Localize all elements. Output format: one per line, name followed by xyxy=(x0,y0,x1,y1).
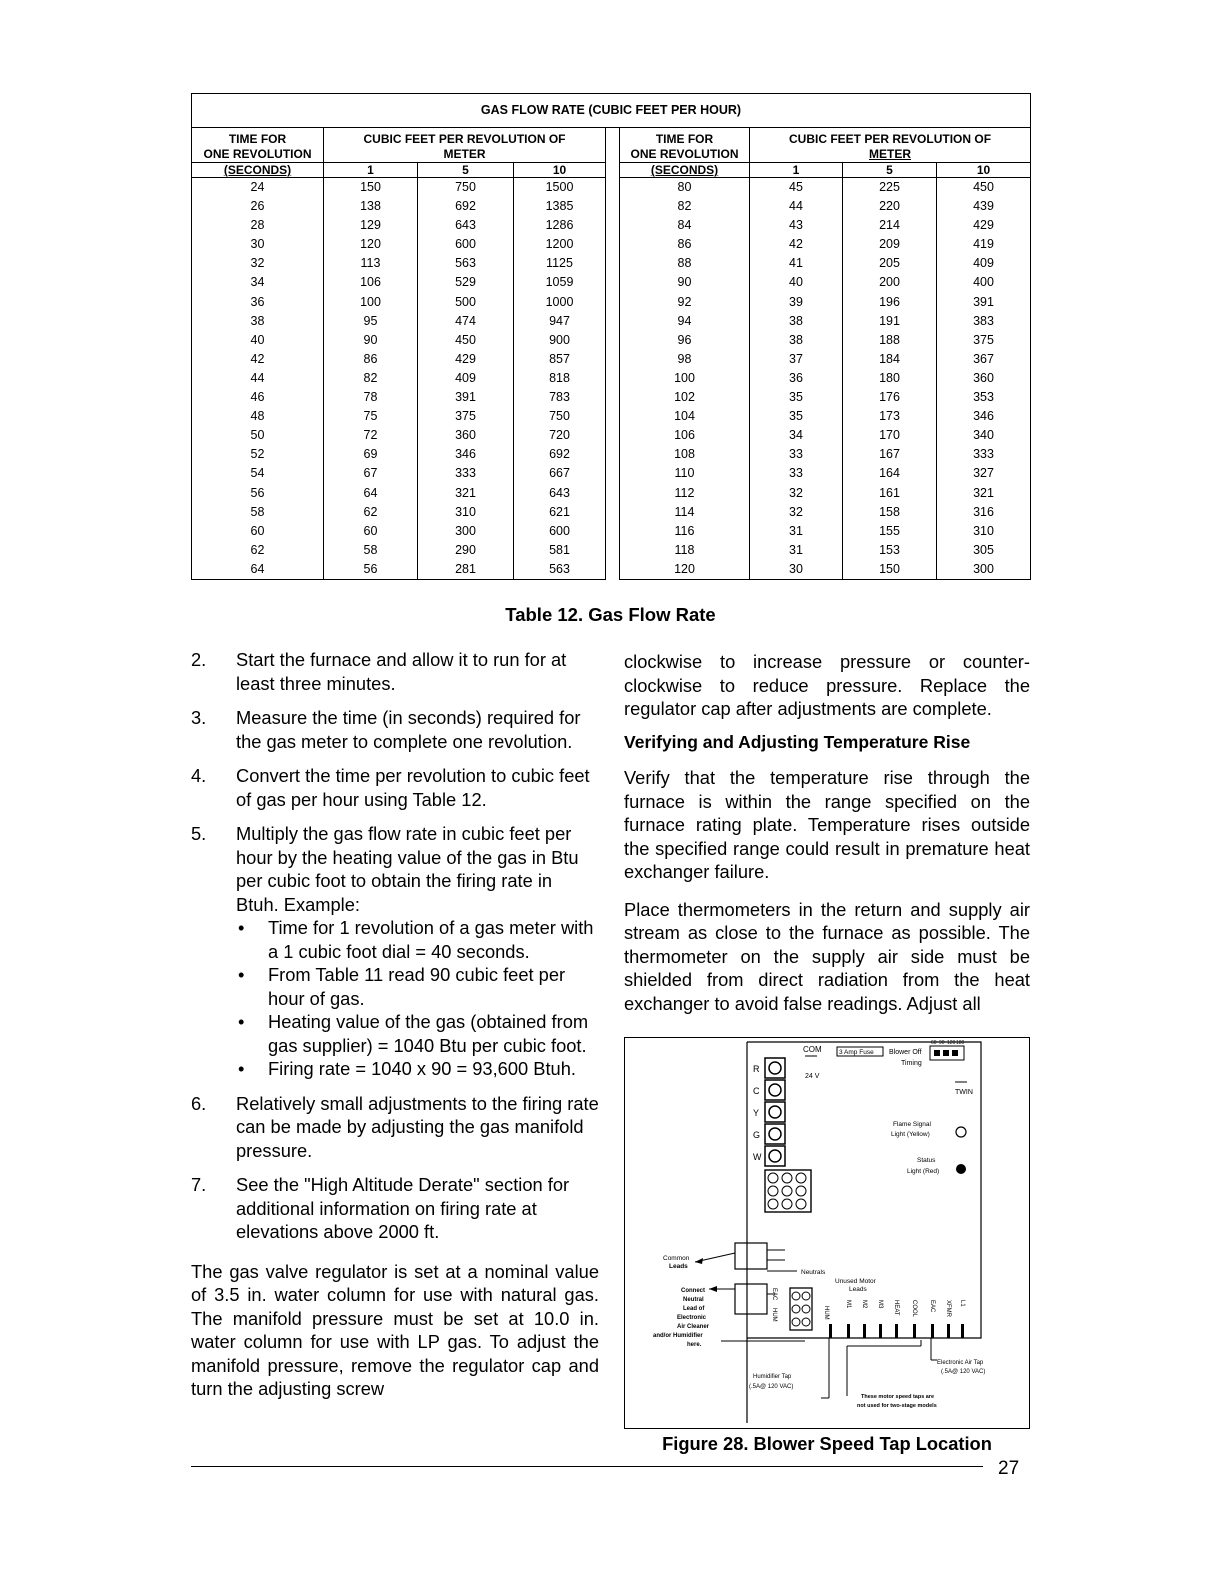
table-cell: 129 xyxy=(324,216,418,235)
svg-text:(.5A@ 120 VAC): (.5A@ 120 VAC) xyxy=(941,1369,986,1375)
table-cell: 50 xyxy=(192,426,324,445)
table-cell: 173 xyxy=(843,407,937,426)
table-cell: 563 xyxy=(514,560,606,580)
control-board-diagram xyxy=(625,1038,1028,1427)
table-cell: 450 xyxy=(418,331,514,350)
table-cell: 44 xyxy=(192,369,324,388)
table-cell: 95 xyxy=(324,312,418,331)
table-cell: 24 xyxy=(192,178,324,198)
table-cell: 42 xyxy=(192,350,324,369)
svg-text:Electronic: Electronic xyxy=(677,1315,707,1321)
table-cell: 1059 xyxy=(514,273,606,292)
svg-text:These motor speed taps are: These motor speed taps are xyxy=(861,1394,935,1400)
svg-text:180: 180 xyxy=(956,1040,965,1046)
table-cell: 54 xyxy=(192,464,324,483)
svg-text:Common: Common xyxy=(663,1255,690,1262)
speed-taps xyxy=(823,1300,965,1338)
table-cell: 214 xyxy=(843,216,937,235)
svg-text:M1: M1 xyxy=(845,1300,851,1309)
table-cell: 41 xyxy=(750,254,843,273)
table-cell: 419 xyxy=(937,235,1031,254)
table-cell: 158 xyxy=(843,503,937,522)
svg-text:HUM: HUM xyxy=(771,1308,777,1322)
table-cell: 88 xyxy=(620,254,750,273)
table-cell: 209 xyxy=(843,235,937,254)
table-cell: 96 xyxy=(620,331,750,350)
svg-text:(.5A@ 120 VAC): (.5A@ 120 VAC) xyxy=(749,1384,794,1390)
table-cell: 333 xyxy=(418,464,514,483)
table-cell: 205 xyxy=(843,254,937,273)
table-cell: 32 xyxy=(750,503,843,522)
table-cell: 450 xyxy=(937,178,1031,198)
table-cell: 31 xyxy=(750,522,843,541)
left-column xyxy=(191,648,599,1411)
svg-text:Light (Yellow): Light (Yellow) xyxy=(891,1131,930,1138)
table-cell: 112 xyxy=(620,484,750,503)
svg-text:Y: Y xyxy=(753,1108,760,1118)
table-cell: 44 xyxy=(750,197,843,216)
table-cell: 116 xyxy=(620,522,750,541)
table-cell: 120 xyxy=(324,235,418,254)
table-cell: 1385 xyxy=(514,197,606,216)
table-cell: 58 xyxy=(192,503,324,522)
table-cell: 39 xyxy=(750,293,843,312)
step-item: 7. See the "High Altitude Derate" section for additional information on firing rate at elevations above 2000 ft. xyxy=(191,1174,570,1242)
table-cell: 42 xyxy=(750,235,843,254)
table-cell: 360 xyxy=(418,426,514,445)
svg-text:Blower Off: Blower Off xyxy=(889,1049,922,1056)
table-cell: 90 xyxy=(324,331,418,350)
svg-text:XFMR: XFMR xyxy=(945,1300,951,1317)
time-header-right: TIME FOR ONE REVOLUTION xyxy=(620,128,750,163)
table-cell: 305 xyxy=(937,541,1031,560)
table-cell: 72 xyxy=(324,426,418,445)
connect-label xyxy=(653,1288,710,1348)
svg-text:here.: here. xyxy=(687,1342,702,1348)
gas-valve-paragraph: The gas valve regulator is set at a nominal value of 3.5 in. water column for use with natural gas. The manifold pressure must be set at 10.0 in. water column for use with LP gas. To adjust the manifold pressure, remove the regulator cap and turn the adjusting screw xyxy=(191,1260,599,1399)
table-cell: 180 xyxy=(843,369,937,388)
table-cell: 30 xyxy=(192,235,324,254)
table-cell: 581 xyxy=(514,541,606,560)
table-cell: 35 xyxy=(750,407,843,426)
table-cell: 56 xyxy=(192,484,324,503)
table-cell: 84 xyxy=(620,216,750,235)
table-cell: 327 xyxy=(937,464,1031,483)
table-cell: 692 xyxy=(514,445,606,464)
svg-text:L1: L1 xyxy=(959,1300,965,1307)
table-cell: 1200 xyxy=(514,235,606,254)
table-cell: 391 xyxy=(937,293,1031,312)
table-cell: 947 xyxy=(514,312,606,331)
svg-text:Electronic Air Tap: Electronic Air Tap xyxy=(937,1360,984,1366)
table-cell: 300 xyxy=(418,522,514,541)
table-cell: 37 xyxy=(750,350,843,369)
blower-off-dial xyxy=(931,1040,965,1046)
table-cell: 62 xyxy=(192,541,324,560)
svg-text:24 V: 24 V xyxy=(805,1073,820,1080)
table-cell: 429 xyxy=(937,216,1031,235)
svg-text:COM: COM xyxy=(803,1045,822,1054)
table-cell: 35 xyxy=(750,388,843,407)
table-cell: 321 xyxy=(418,484,514,503)
table-cell: 138 xyxy=(324,197,418,216)
table-cell: 98 xyxy=(620,350,750,369)
table-cell: 360 xyxy=(937,369,1031,388)
table-cell: 375 xyxy=(418,407,514,426)
table-cell: 52 xyxy=(192,445,324,464)
svg-text:EAC: EAC xyxy=(771,1288,777,1301)
table-cell: 167 xyxy=(843,445,937,464)
table-cell: 400 xyxy=(937,273,1031,292)
svg-text:and/or Humidifier: and/or Humidifier xyxy=(653,1333,703,1339)
continuation-paragraph: clockwise to increase pressure or counter-clockwise to reduce pressure. Replace the regulator cap after adjustments are complete. xyxy=(624,651,1030,719)
table-cell: 600 xyxy=(514,522,606,541)
col-1-header: 1 xyxy=(750,163,843,178)
table-cell: 692 xyxy=(418,197,514,216)
table-cell: 80 xyxy=(620,178,750,198)
table-cell: 100 xyxy=(620,369,750,388)
table-cell: 31 xyxy=(750,541,843,560)
table-cell: 643 xyxy=(514,484,606,503)
table-cell: 150 xyxy=(324,178,418,198)
svg-text:C: C xyxy=(753,1086,760,1096)
table-cell: 67 xyxy=(324,464,418,483)
table-cell: 353 xyxy=(937,388,1031,407)
table-cell: 1500 xyxy=(514,178,606,198)
svg-text:M2: M2 xyxy=(861,1300,867,1309)
step-item: 4. Convert the time per revolution to cubic feet of gas per hour using Table 12. xyxy=(191,765,590,810)
table-cell: 150 xyxy=(843,560,937,580)
step-item: 3. Measure the time (in seconds) required for the gas meter to complete one revolution. xyxy=(191,707,581,752)
table-cell: 82 xyxy=(620,197,750,216)
table-cell: 33 xyxy=(750,464,843,483)
table-cell: 48 xyxy=(192,407,324,426)
table-cell: 225 xyxy=(843,178,937,198)
table-cell: 106 xyxy=(620,426,750,445)
svg-text:COOL: COOL xyxy=(911,1300,917,1318)
table-cell: 155 xyxy=(843,522,937,541)
svg-text:not used for two-stage models: not used for two-stage models xyxy=(857,1403,937,1409)
table-cell: 310 xyxy=(418,503,514,522)
svg-text:Air Cleaner: Air Cleaner xyxy=(677,1324,710,1330)
svg-text:Neutrals: Neutrals xyxy=(801,1269,826,1276)
table-cell: 170 xyxy=(843,426,937,445)
code-block xyxy=(765,1170,811,1212)
table-cell: 340 xyxy=(937,426,1031,445)
svg-text:Flame Signal: Flame Signal xyxy=(893,1121,931,1128)
svg-text:120: 120 xyxy=(947,1040,956,1046)
cf-header-left: CUBIC FEET PER REVOLUTION OF METER xyxy=(324,128,606,163)
svg-text:HUM: HUM xyxy=(823,1306,829,1320)
table-cell: 643 xyxy=(418,216,514,235)
table-cell: 43 xyxy=(750,216,843,235)
col-10-header: 10 xyxy=(514,163,606,178)
col-5-header: 5 xyxy=(418,163,514,178)
table-cell: 1286 xyxy=(514,216,606,235)
svg-text:Timing: Timing xyxy=(901,1060,922,1067)
table-caption: Table 12. Gas Flow Rate xyxy=(505,604,716,625)
table-cell: 191 xyxy=(843,312,937,331)
table-cell: 164 xyxy=(843,464,937,483)
table-cell: 321 xyxy=(937,484,1031,503)
step-item: 5. Multiply the gas flow rate in cubic feet per hour by the heating value of the gas in Btu per cubic foot to obtain the firing rate in Btuh. Example: • Time for 1 revolution of a gas meter with a 1 cubic foot dial = 40 seconds. • From Table 11 read 90 cubic feet per hour of gas. • Heating value of the gas (obtained from gas supplier) = 1040 Btu per cubic foot. • Firing rate = 1040 x 90 = 93,600 Btuh. xyxy=(191,822,599,1081)
table-cell: 26 xyxy=(192,197,324,216)
table-cell: 220 xyxy=(843,197,937,216)
table-cell: 30 xyxy=(750,560,843,580)
svg-text:Humidifier Tap: Humidifier Tap xyxy=(753,1374,792,1380)
table-cell: 102 xyxy=(620,388,750,407)
table-cell: 346 xyxy=(937,407,1031,426)
table-cell: 346 xyxy=(418,445,514,464)
time-header-left: TIME FOR ONE REVOLUTION xyxy=(192,128,324,163)
table-cell: 40 xyxy=(192,331,324,350)
table-cell: 60 xyxy=(324,522,418,541)
table-cell: 86 xyxy=(620,235,750,254)
table-cell: 32 xyxy=(192,254,324,273)
table-cell: 75 xyxy=(324,407,418,426)
table-cell: 857 xyxy=(514,350,606,369)
table-cell: 113 xyxy=(324,254,418,273)
table-cell: 120 xyxy=(620,560,750,580)
right-column xyxy=(624,650,1030,1025)
example-bullets: • Time for 1 revolution of a gas meter with a 1 cubic foot dial = 40 seconds. • From Table 11 read 90 cubic feet per hour of gas. • Heating value of the gas (obtained from gas supplier) = 1040 Btu per cubic foot. • Firing rate = 1040 x 90 = 93,600 Btuh. xyxy=(238,917,594,1079)
section-heading: Verifying and Adjusting Temperature Rise xyxy=(624,731,971,752)
table-cell: 106 xyxy=(324,273,418,292)
table-cell: 38 xyxy=(750,331,843,350)
svg-text:Unused Motor: Unused Motor xyxy=(835,1278,876,1285)
blower-speed-figure xyxy=(624,1037,1030,1429)
table-cell: 69 xyxy=(324,445,418,464)
table-cell: 114 xyxy=(620,503,750,522)
col-10-header: 10 xyxy=(937,163,1031,178)
table-cell: 38 xyxy=(750,312,843,331)
table-cell: 563 xyxy=(418,254,514,273)
svg-text:EAC: EAC xyxy=(929,1300,935,1313)
table-cell: 36 xyxy=(750,369,843,388)
col-1-header: 1 xyxy=(324,163,418,178)
col-5-header: 5 xyxy=(843,163,937,178)
svg-text:60: 60 xyxy=(931,1040,937,1046)
table-cell: 118 xyxy=(620,541,750,560)
step-item: 2. Start the furnace and allow it to run for at least three minutes. xyxy=(191,649,567,694)
thermometer-paragraph: Place thermometers in the return and supply air stream as close to the furnace as possible. The thermometer on the supply air side must be shielded from direct radiation from the heat exchanger to avoid false readings. Adjust all xyxy=(624,898,1030,1014)
table-cell: 383 xyxy=(937,312,1031,331)
table-cell: 818 xyxy=(514,369,606,388)
table-cell: 281 xyxy=(418,560,514,580)
table-cell: 750 xyxy=(514,407,606,426)
table-cell: 32 xyxy=(750,484,843,503)
table-cell: 667 xyxy=(514,464,606,483)
page-number: 27 xyxy=(998,1458,1020,1479)
svg-text:W: W xyxy=(753,1152,762,1162)
table-cell: 188 xyxy=(843,331,937,350)
table-cell: 110 xyxy=(620,464,750,483)
table-cell: 36 xyxy=(192,293,324,312)
table-cell: 290 xyxy=(418,541,514,560)
table-cell: 108 xyxy=(620,445,750,464)
table-cell: 40 xyxy=(750,273,843,292)
table-cell: 82 xyxy=(324,369,418,388)
table-cell: 1125 xyxy=(514,254,606,273)
table-cell: 783 xyxy=(514,388,606,407)
seconds-header-right: (SECONDS) xyxy=(620,163,750,178)
table-cell: 391 xyxy=(418,388,514,407)
svg-text:HEAT: HEAT xyxy=(893,1300,899,1316)
table-cell: 161 xyxy=(843,484,937,503)
gas-flow-rate-table xyxy=(191,93,1031,580)
table-cell: 56 xyxy=(324,560,418,580)
temperature-rise-paragraph: Verify that the temperature rise through the furnace is within the range specified on the furnace rating plate. Temperature rises outside the specified range could result in premature heat exchanger failure. xyxy=(624,767,1030,882)
table-cell: 100 xyxy=(324,293,418,312)
svg-text:90: 90 xyxy=(939,1040,945,1046)
table-cell: 316 xyxy=(937,503,1031,522)
table-cell: 409 xyxy=(937,254,1031,273)
table-cell: 310 xyxy=(937,522,1031,541)
svg-text:3 Amp Fuse: 3 Amp Fuse xyxy=(839,1049,874,1056)
table-cell: 28 xyxy=(192,216,324,235)
table-cell: 92 xyxy=(620,293,750,312)
status-light-icon xyxy=(956,1164,966,1174)
table-divider xyxy=(606,128,620,580)
table-cell: 500 xyxy=(418,293,514,312)
svg-text:Lead of: Lead of xyxy=(683,1306,705,1312)
table-cell: 176 xyxy=(843,388,937,407)
table-cell: 33 xyxy=(750,445,843,464)
footer-rule xyxy=(191,1466,983,1467)
table-cell: 78 xyxy=(324,388,418,407)
seconds-header-left: (SECONDS) xyxy=(192,163,324,178)
flame-signal-light-icon xyxy=(956,1127,966,1137)
svg-text:R: R xyxy=(753,1064,760,1074)
table-cell: 196 xyxy=(843,293,937,312)
thermostat-terminals xyxy=(753,1058,785,1166)
svg-text:Neutral: Neutral xyxy=(683,1297,704,1303)
table-cell: 58 xyxy=(324,541,418,560)
table-cell: 439 xyxy=(937,197,1031,216)
table-cell: 429 xyxy=(418,350,514,369)
table-cell: 184 xyxy=(843,350,937,369)
table-cell: 474 xyxy=(418,312,514,331)
svg-text:Light (Red): Light (Red) xyxy=(907,1168,940,1175)
table-cell: 62 xyxy=(324,503,418,522)
table-cell: 900 xyxy=(514,331,606,350)
svg-text:G: G xyxy=(753,1130,761,1140)
figure-caption: Figure 28. Blower Speed Tap Location xyxy=(662,1433,992,1454)
table-cell: 529 xyxy=(418,273,514,292)
table-cell: 46 xyxy=(192,388,324,407)
svg-text:M3: M3 xyxy=(877,1300,883,1309)
svg-text:Leads: Leads xyxy=(849,1286,867,1293)
table-cell: 153 xyxy=(843,541,937,560)
table-cell: 34 xyxy=(192,273,324,292)
table-cell: 86 xyxy=(324,350,418,369)
step-item: 6. Relatively small adjustments to the firing rate can be made by adjusting the gas manifold pressure. xyxy=(191,1092,599,1161)
table-cell: 94 xyxy=(620,312,750,331)
svg-text:Connect: Connect xyxy=(681,1288,705,1294)
table-title: GAS FLOW RATE (CUBIC FEET PER HOUR) xyxy=(192,94,1031,128)
table-cell: 600 xyxy=(418,235,514,254)
table-cell: 409 xyxy=(418,369,514,388)
table-cell: 34 xyxy=(750,426,843,445)
table-cell: 750 xyxy=(418,178,514,198)
table-cell: 90 xyxy=(620,273,750,292)
table-cell: 621 xyxy=(514,503,606,522)
svg-text:Status: Status xyxy=(917,1157,936,1164)
table-cell: 104 xyxy=(620,407,750,426)
table-cell: 367 xyxy=(937,350,1031,369)
table-cell: 375 xyxy=(937,331,1031,350)
table-cell: 60 xyxy=(192,522,324,541)
svg-text:TWIN: TWIN xyxy=(955,1089,973,1096)
table-cell: 333 xyxy=(937,445,1031,464)
cf-header-right: CUBIC FEET PER REVOLUTION OF METER xyxy=(750,128,1031,163)
table-cell: 64 xyxy=(324,484,418,503)
table-cell: 45 xyxy=(750,178,843,198)
table-cell: 1000 xyxy=(514,293,606,312)
table-cell: 38 xyxy=(192,312,324,331)
table-cell: 720 xyxy=(514,426,606,445)
table-cell: 64 xyxy=(192,560,324,580)
svg-text:Leads: Leads xyxy=(669,1263,688,1270)
table-cell: 200 xyxy=(843,273,937,292)
table-cell: 300 xyxy=(937,560,1031,580)
